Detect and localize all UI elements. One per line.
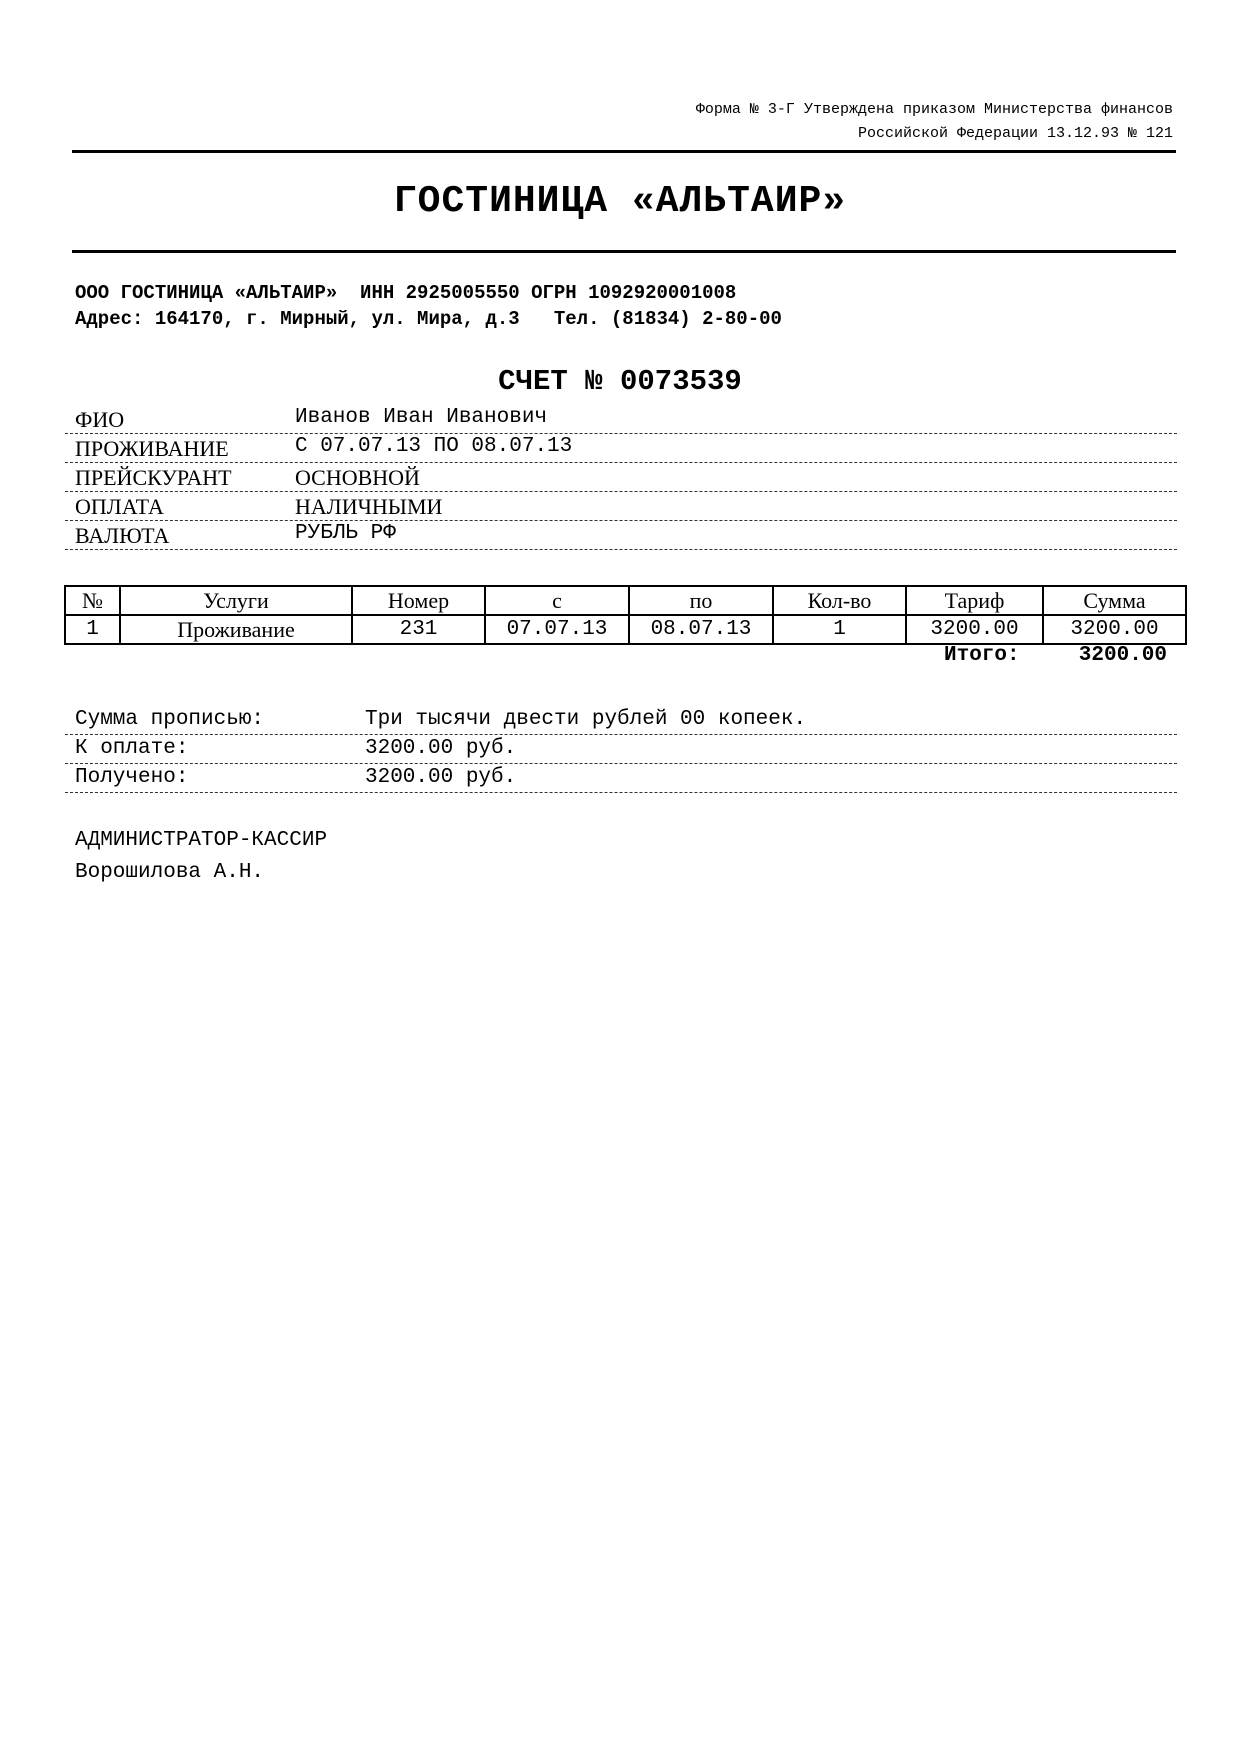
title-rule	[72, 250, 1176, 253]
info-label: ПРЕЙСКУРАНТ	[75, 465, 232, 490]
org-requisites: ООО ГОСТИНИЦА «АЛЬТАИР» ИНН 2925005550 ОГРН 1092920001008	[75, 282, 737, 304]
hotel-title: ГОСТИНИЦА «АЛЬТАИР»	[393, 180, 847, 223]
total-label: Итого:	[944, 644, 1020, 667]
info-row-payment-method	[65, 492, 1177, 521]
invoice-title: СЧЕТ № 0073539	[498, 365, 742, 398]
info-value: С 07.07.13 ПО 08.07.13	[295, 435, 573, 458]
table-header-row	[65, 586, 1186, 615]
pay-label: К оплате:	[75, 737, 189, 760]
header-services: Услуги	[120, 586, 352, 615]
pay-label: Получено:	[75, 766, 189, 789]
cell-from: 07.07.13	[485, 615, 629, 644]
table-row	[65, 615, 1186, 644]
header-amount: Сумма	[1043, 586, 1186, 615]
signer-role: АДМИНИСТРАТОР-КАССИР	[75, 829, 328, 852]
header-rate: Тариф	[906, 586, 1043, 615]
header-from: с	[485, 586, 629, 615]
info-value: Иванов Иван Иванович	[295, 406, 548, 429]
info-label: ОПЛАТА	[75, 494, 164, 519]
cell-service: Проживание	[120, 615, 352, 644]
cell-number: 1	[65, 615, 120, 644]
services-table	[64, 585, 1187, 645]
info-value: ОСНОВНОЙ	[295, 465, 420, 490]
info-row-price-list	[65, 463, 1177, 492]
cell-amount: 3200.00	[1043, 615, 1186, 644]
org-address: Адрес: 164170, г. Мирный, ул. Мира, д.3 Тел. (81834) 2-80-00	[75, 308, 782, 330]
info-label: ПРОЖИВАНИЕ	[75, 436, 229, 461]
header-room: Номер	[352, 586, 485, 615]
form-note-line-2: Российской Федерации 13.12.93 № 121	[857, 125, 1173, 142]
info-row-currency	[65, 521, 1177, 550]
pay-label: Сумма прописью:	[75, 708, 265, 731]
pay-row-received	[65, 764, 1177, 793]
info-value: НАЛИЧНЫМИ	[295, 494, 443, 519]
pay-value: Три тысячи двести рублей 00 копеек.	[365, 708, 807, 731]
info-label: ВАЛЮТА	[75, 523, 170, 548]
cell-room: 231	[352, 615, 485, 644]
pay-row-amount-in-words	[65, 706, 1177, 735]
info-row-stay	[65, 434, 1177, 463]
pay-row-to-pay	[65, 735, 1177, 764]
total-value: 3200.00	[1078, 644, 1167, 667]
header-number: №	[65, 586, 120, 615]
pay-value: 3200.00 руб.	[365, 766, 517, 789]
info-value: РУБЛЬ РФ	[295, 522, 396, 545]
pay-value: 3200.00 руб.	[365, 737, 517, 760]
header-quantity: Кол-во	[773, 586, 906, 615]
cell-quantity: 1	[773, 615, 906, 644]
cell-to: 08.07.13	[629, 615, 773, 644]
header-to: по	[629, 586, 773, 615]
form-note	[696, 98, 1173, 146]
info-label: ФИО	[75, 407, 125, 432]
cell-rate: 3200.00	[906, 615, 1043, 644]
info-row-guest-name	[65, 405, 1177, 434]
form-note-line-1: Форма № 3-Г Утверждена приказом Министерства финансов	[695, 101, 1173, 118]
signer-name: Ворошилова А.Н.	[75, 861, 265, 884]
top-rule	[72, 150, 1176, 153]
